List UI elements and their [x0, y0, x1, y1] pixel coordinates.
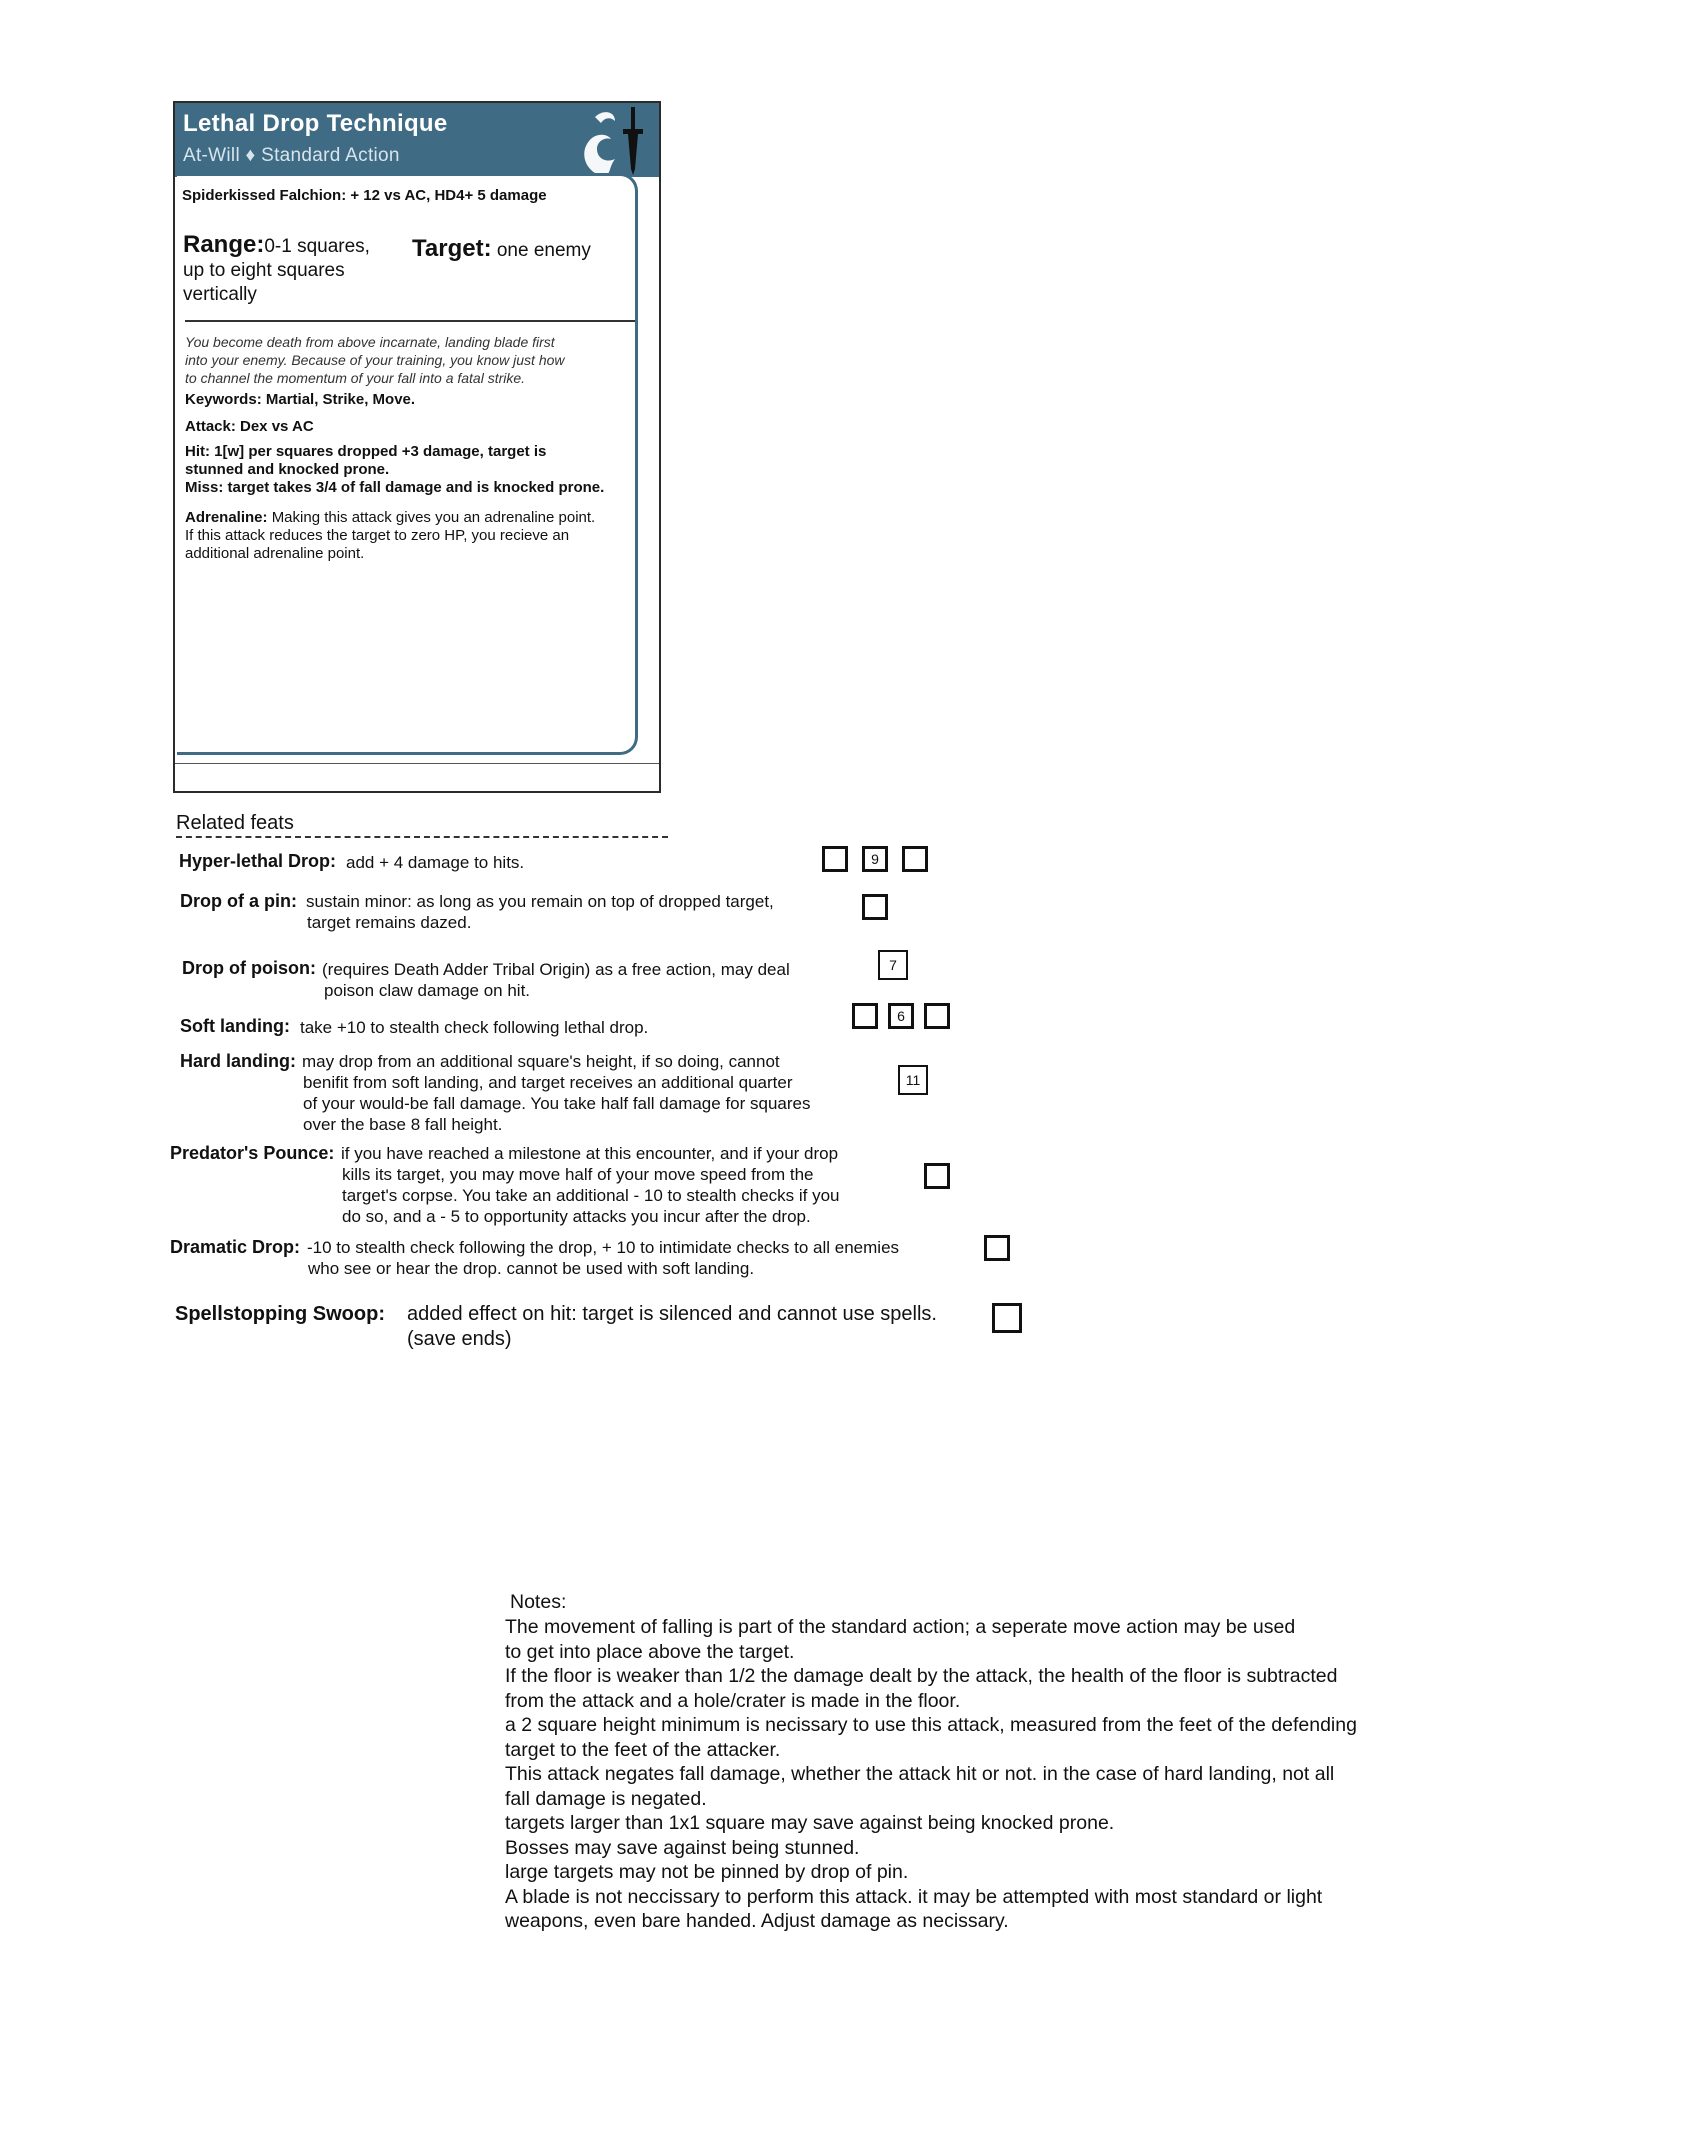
feat-description-line: add + 4 damage to hits. [346, 853, 525, 872]
card-subtitle: At-Will ♦ Standard Action [183, 145, 400, 166]
notes-line: Bosses may save against being stunned. [505, 1836, 860, 1859]
hit-line: stunned and knocked prone. [185, 461, 390, 478]
notes-line: fall damage is negated. [505, 1787, 707, 1810]
notes-line: This attack negates fall damage, whether the attack hit or not. in the case of hard landing, not all [505, 1763, 1335, 1785]
adrenaline-text: additional adrenaline point. [185, 545, 365, 562]
feat-checkbox[interactable]: 6 [888, 1003, 914, 1029]
feat-checkbox[interactable]: 11 [898, 1065, 928, 1095]
power-card [173, 101, 661, 793]
flavor-line: to channel the momentum of your fall into a fatal strike. [185, 370, 526, 386]
adrenaline-text: If this attack reduces the target to zero HP, you recieve an [185, 527, 570, 544]
adrenaline-text: Making this attack gives you an adrenaline point. [271, 509, 596, 526]
range-value: 0-1 squares, [264, 236, 370, 257]
feat-description [341, 1143, 840, 1227]
feat-description-line: of your would-be fall damage. You take half fall damage for squares [303, 1094, 811, 1113]
feat-name: Hyper-lethal Drop: [179, 851, 337, 871]
notes-line: to get into place above the target. [505, 1640, 795, 1663]
range-label: Range: [183, 231, 265, 258]
feat-checkbox[interactable] [924, 1003, 950, 1029]
feat-checkbox[interactable] [902, 846, 928, 872]
related-feats-title: Related feats [176, 812, 294, 834]
target-block [412, 235, 591, 263]
hit-line: Hit: 1[w] per squares dropped +3 damage, target is [185, 443, 547, 460]
feat-name: Soft landing: [180, 1016, 290, 1036]
feat-name: Predator's Pounce: [170, 1143, 335, 1163]
notes-line: A blade is not neccissary to perform this attack. it may be attempted with most standard or light [505, 1885, 1323, 1908]
feat-checkbox[interactable]: 9 [862, 846, 888, 872]
feat-name: Drop of a pin: [180, 891, 297, 911]
dagger-emblem-icon [565, 103, 659, 177]
card-footer-line [175, 763, 659, 764]
feat-description-line: may drop from an additional square's height, if so doing, cannot [302, 1052, 780, 1071]
feat-description-line: (requires Death Adder Tribal Origin) as a free action, may deal [322, 960, 790, 979]
feat-description [302, 1051, 811, 1135]
miss-line: Miss: target takes 3/4 of fall damage and is knocked prone. [185, 479, 605, 496]
adrenaline-label: Adrenaline: [185, 509, 268, 526]
feat-description [300, 1017, 648, 1038]
feat-name: Hard landing: [180, 1051, 296, 1071]
notes-line: large targets may not be pinned by drop of pin. [505, 1861, 909, 1883]
range-value-line2: up to eight squares [183, 260, 345, 281]
feat-checkbox[interactable]: 7 [878, 950, 908, 980]
feat-description-line: benifit from soft landing, and target receives an additional quarter [303, 1073, 793, 1092]
notes-title: Notes: [510, 1591, 567, 1613]
weapon-line: Spiderkissed Falchion: + 12 vs AC, HD4+ 5 damage [182, 187, 547, 204]
card-divider [185, 320, 635, 322]
notes-line: from the attack and a hole/crater is made in the floor. [505, 1689, 961, 1712]
notes-line: target to the feet of the attacker. [505, 1738, 781, 1761]
related-feats-divider [176, 836, 668, 838]
feat-name: Dramatic Drop: [170, 1237, 301, 1257]
feat-description-line: -10 to stealth check following the drop, + 10 to intimidate checks to all enemies [307, 1238, 900, 1257]
notes-line: If the floor is weaker than 1/2 the damage dealt by the attack, the health of the floor is subtracted [505, 1665, 1338, 1687]
notes-line: The movement of falling is part of the standard action; a seperate move action may be used [505, 1616, 1296, 1638]
feat-description-line: if you have reached a milestone at this encounter, and if your drop [341, 1144, 839, 1163]
keywords: Keywords: Martial, Strike, Move. [185, 391, 416, 408]
feat-description-line: who see or hear the drop. cannot be used with soft landing. [308, 1259, 755, 1278]
feat-checkbox[interactable] [852, 1003, 878, 1029]
feat-description [307, 1237, 899, 1279]
feat-description [322, 959, 790, 1001]
attack-line: Attack: Dex vs AC [185, 418, 314, 435]
feat-description-line: target's corpse. You take an additional - 10 to stealth checks if you [342, 1186, 840, 1205]
notes-line: a 2 square height minimum is necissary to use this attack, measured from the feet of the defending [505, 1714, 1357, 1736]
feat-description [306, 891, 774, 933]
feat-description-line: do so, and a - 5 to opportunity attacks you incur after the drop. [342, 1207, 811, 1226]
target-label: Target: [412, 235, 492, 262]
feat-checkbox[interactable] [822, 846, 848, 872]
adrenaline-block [185, 509, 640, 563]
feat-description-line: kills its target, you may move half of your move speed from the [342, 1165, 814, 1184]
feat-description-line: over the base 8 fall height. [303, 1115, 503, 1134]
feat-checkbox[interactable] [924, 1163, 950, 1189]
range-value-line3: vertically [183, 284, 257, 305]
feat-checkbox[interactable] [992, 1303, 1022, 1333]
notes-line: weapons, even bare handed. Adjust damage as necissary. [505, 1910, 1009, 1932]
notes-line: targets larger than 1x1 square may save against being knocked prone. [505, 1812, 1115, 1834]
feat-description [346, 852, 524, 873]
feat-name: Spellstopping Swoop: [175, 1303, 385, 1325]
feat-description-line: take +10 to stealth check following lethal drop. [300, 1018, 649, 1037]
hit-miss-block [185, 443, 655, 497]
notes-body [505, 1615, 1465, 1934]
target-value: one enemy [496, 240, 591, 261]
flavor-line: You become death from above incarnate, landing blade first [185, 334, 555, 350]
feat-checkbox[interactable] [984, 1235, 1010, 1261]
feat-description [407, 1302, 937, 1352]
flavor-text [185, 333, 637, 387]
card-header [175, 103, 659, 177]
feat-description-line: target remains dazed. [307, 913, 472, 932]
feat-description-line: (save ends) [407, 1328, 512, 1350]
feat-description-line: added effect on hit: target is silenced and cannot use spells. [407, 1303, 937, 1325]
flavor-line: into your enemy. Because of your training, you know just how [185, 352, 565, 368]
feat-description-line: poison claw damage on hit. [324, 981, 531, 1000]
card-title: Lethal Drop Technique [183, 110, 448, 137]
feat-name: Drop of poison: [182, 958, 316, 978]
feat-checkbox[interactable] [862, 894, 888, 920]
feat-description-line: sustain minor: as long as you remain on top of dropped target, [306, 892, 774, 911]
